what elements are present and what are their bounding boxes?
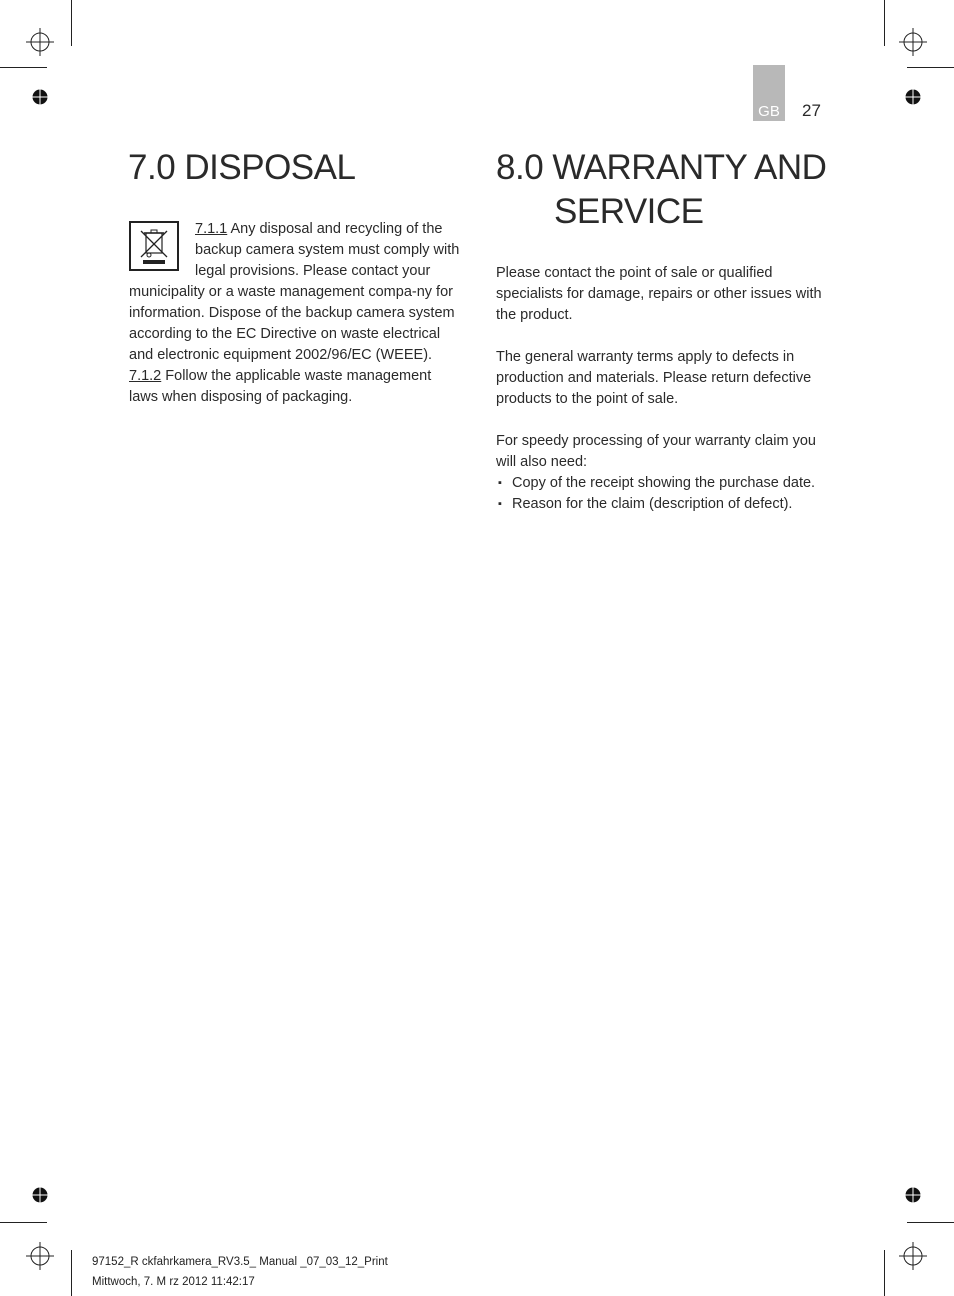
- list-item: ▪ Copy of the receipt showing the purchase date.: [496, 473, 836, 494]
- crop-mark-bottom-left-horizontal: [0, 1222, 47, 1223]
- disposal-section: [129, 219, 463, 408]
- item-7-1-2-text: Follow the applicable waste management laws when disposing of packaging.: [129, 368, 432, 405]
- registration-crosshair-icon: [899, 28, 927, 56]
- warranty-heading-line1: 8.0 WARRANTY AND: [496, 148, 827, 187]
- crop-mark-bottom-left-vertical: [71, 1250, 72, 1296]
- warranty-section: [496, 263, 836, 515]
- crop-mark-bottom-right-vertical: [884, 1250, 885, 1296]
- crop-mark-top-left-horizontal: [0, 67, 47, 68]
- registration-dot-icon: [32, 1187, 48, 1203]
- item-7-1-1-ref: 7.1.1: [195, 221, 228, 237]
- crop-mark-bottom-right-horizontal: [907, 1222, 954, 1223]
- warranty-heading: [496, 146, 856, 234]
- disposal-heading: 7.0 DISPOSAL: [128, 148, 356, 187]
- item-7-1-1-text: Any disposal and recycling of the backup camera system must comply with legal provisions. Please contact your municipality or a waste management compa-ny for information. Dispose of the backup camera system according to the EC Directive on waste electrical and electronic equipment 2002/96/EC (WEEE).: [129, 221, 460, 363]
- page-number: 27: [802, 101, 821, 120]
- crop-mark-top-right-horizontal: [907, 67, 954, 68]
- print-slug-filename: 97152_R ckfahrkamera_RV3.5_ Manual _07_03_12_Print: [92, 1256, 388, 1268]
- registration-dot-icon: [905, 89, 921, 105]
- warranty-paragraph-3: For speedy processing of your warranty claim you will also need:: [496, 433, 816, 470]
- registration-dot-icon: [32, 89, 48, 105]
- registration-crosshair-icon: [26, 28, 54, 56]
- list-item: ▪ Reason for the claim (description of defect).: [496, 494, 836, 515]
- crossed-out-wheelie-bin-icon: [129, 221, 179, 271]
- registration-crosshair-icon: [899, 1242, 927, 1270]
- language-tab: GB: [753, 65, 785, 121]
- warranty-paragraph-2: The general warranty terms apply to defects in production and materials. Please return defective products to the point of sale.: [496, 349, 812, 407]
- warranty-heading-line2: SERVICE: [554, 192, 704, 231]
- crop-mark-top-left-vertical: [71, 0, 72, 46]
- registration-crosshair-icon: [26, 1242, 54, 1270]
- registration-dot-icon: [905, 1187, 921, 1203]
- warranty-paragraph-1: Please contact the point of sale or qualified specialists for damage, repairs or other issues with the product.: [496, 265, 822, 323]
- item-7-1-2-ref: 7.1.2: [129, 368, 162, 384]
- warranty-requirements-list: [496, 473, 836, 515]
- print-slug-timestamp: Mittwoch, 7. M rz 2012 11:42:17: [92, 1276, 255, 1288]
- crop-mark-top-right-vertical: [884, 0, 885, 46]
